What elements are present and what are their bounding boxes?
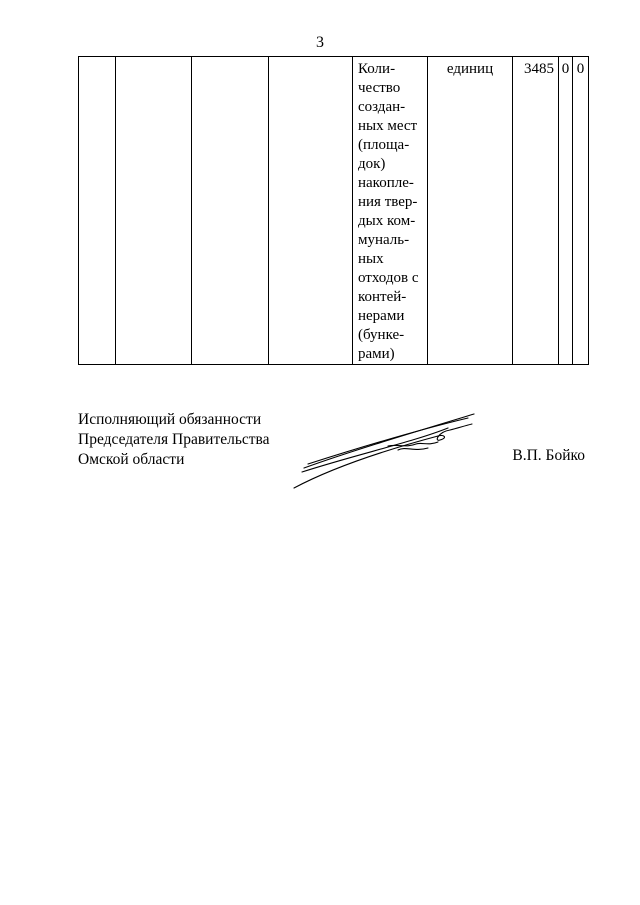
- signatory-position-line-1: Исполняющий обязанности: [78, 411, 262, 428]
- table-cell-empty-4: [269, 57, 353, 365]
- data-table: [78, 56, 589, 365]
- signatory-position-line-3: Омской области: [78, 451, 185, 468]
- table-cell-empty-1: [79, 57, 116, 365]
- handwritten-signature: [288, 408, 478, 492]
- table-cell-unit: единиц: [428, 57, 513, 365]
- table-cell-empty-2: [116, 57, 192, 365]
- table-cell-indicator: Коли- чество создан- ных мест (площа- док) накопле- ния твер- дых ком- муналь- ных отходов с контей- нерами (бунке- рами): [353, 57, 428, 365]
- signatory-position-line-2: Председателя Правительства: [78, 431, 270, 448]
- table-row: [79, 57, 589, 365]
- table-cell-empty-3: [192, 57, 269, 365]
- page-number: 3: [316, 34, 324, 51]
- signatory-position: [78, 410, 270, 470]
- table-cell-value-3: 0: [573, 57, 589, 365]
- table-cell-value: 3485: [513, 57, 559, 365]
- signatory-name: В.П. Бойко: [512, 447, 585, 464]
- table-cell-value-2: 0: [559, 57, 573, 365]
